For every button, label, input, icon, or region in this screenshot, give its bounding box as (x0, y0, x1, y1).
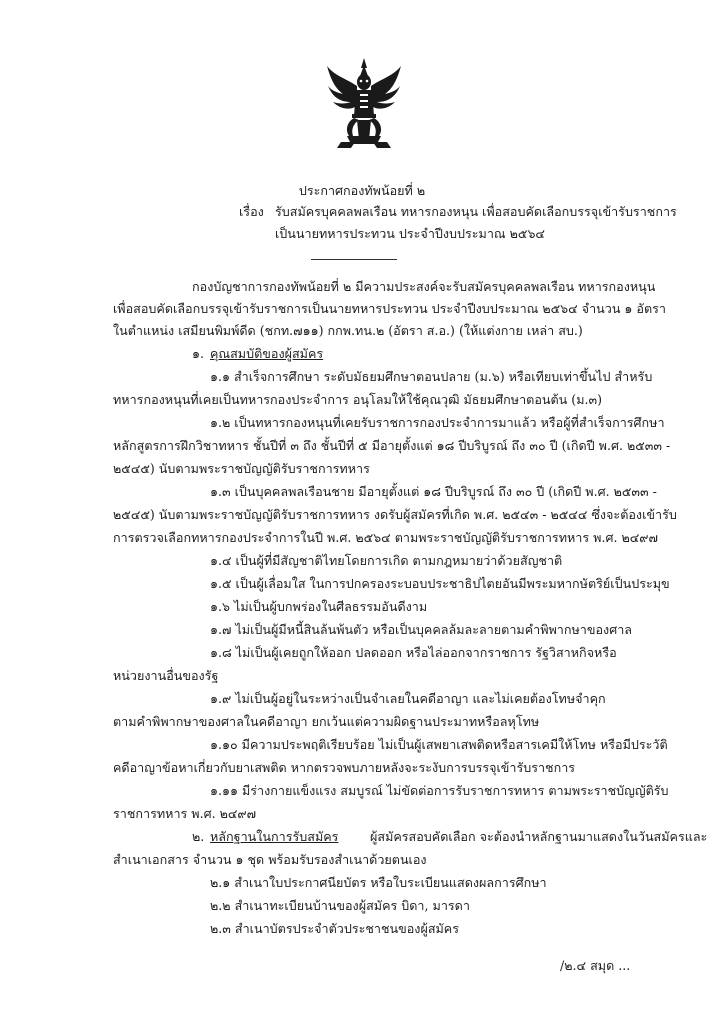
section-2-heading: หลักฐานในการรับสมัคร (210, 829, 339, 844)
section-1-number: ๑. (192, 346, 204, 361)
item-1-5: ๑.๕ เป็นผู้เลื่อมใส ในการปกครองระบอบประชาธิปไตยอันมีพระมหากษัตริย์เป็นประมุข (210, 576, 670, 591)
item-1-3-line-1: ๑.๓ เป็นบุคคลพลเรือนชาย มีอายุตั้งแต่ ๑๘ ปีบริบูรณ์ ถึง ๓๐ ปี (เกิดปี พ.ศ. ๒๕๓๓ - (210, 484, 657, 499)
section-1-heading: คุณสมบัติของผู้สมัคร (210, 346, 324, 361)
announcement-title: ประกาศกองทัพน้อยที่ ๒ (298, 183, 426, 198)
section-2-intro: ผู้สมัครสอบคัดเลือก จะต้องนำหลักฐานมาแสดงในวันสมัครและ (370, 829, 708, 844)
item-1-2-line-3: ๒๕๔๕) นับตามพระราชบัญญัติรับราชการทหาร (113, 461, 370, 476)
item-1-8-line-1: ๑.๘ ไม่เป็นผู้เคยถูกให้ออก ปลดออก หรือไล่ออกจากราชการ รัฐวิสาหกิจหรือ (210, 645, 617, 660)
header-divider (311, 259, 397, 260)
subject-line-2: เป็นนายทหารประทวน ประจำปีงบประมาณ ๒๕๖๔ (275, 226, 545, 241)
item-1-10-line-1: ๑.๑๐ มีความประพฤติเรียบร้อย ไม่เป็นผู้เสพยาเสพติดหรือสารเคมีให้โทษ หรือมีประวัติ (210, 737, 668, 752)
item-1-3-line-2: ๒๕๔๕) นับตามพระราชบัญญัติรับราชการทหาร งดรับผู้สมัครที่เกิด พ.ศ. ๒๕๔๓ - ๒๕๔๔ ซึ่งจะต้องเข้ารับ (113, 507, 677, 522)
item-1-11-line-1: ๑.๑๑ มีร่างกายแข็งแรง สมบูรณ์ ไม่ขัดต่อการรับราชการทหาร ตามพระราชบัญญัติรับ (210, 783, 669, 798)
continued-marker: /๒.๔ สมุด ... (560, 958, 631, 973)
item-1-11-line-2: ราชการทหาร พ.ศ. ๒๔๙๗ (113, 806, 257, 821)
item-1-8-line-2: หน่วยงานอื่นของรัฐ (113, 668, 219, 683)
item-1-9-line-2: ตามคำพิพากษาของศาลในคดีอาญา ยกเว้นแต่ความผิดฐานประมาทหรือลหุโทษ (113, 714, 540, 729)
item-2-1: ๒.๑ สำเนาใบประกาศนียบัตร หรือใบระเบียนแสดงผลการศึกษา (210, 875, 547, 890)
item-1-1-line-1: ๑.๑ สำเร็จการศึกษา ระดับมัธยมศึกษาตอนปลาย (ม.๖) หรือเทียบเท่าขึ้นไป สำหรับ (210, 369, 653, 384)
item-2-2: ๒.๒ สำเนาทะเบียนบ้านของผู้สมัคร บิดา, มารดา (210, 898, 470, 913)
item-1-6: ๑.๖ ไม่เป็นผู้บกพร่องในศีลธรรมอันดีงาม (210, 599, 428, 614)
item-1-2-line-2: หลักสูตรการฝึกวิชาทหาร ชั้นปีที่ ๓ ถึง ชั้นปีที่ ๕ มีอายุตั้งแต่ ๑๘ ปีบริบูรณ์ ถึง ๓๐ ปี (เกิดปี พ.ศ. ๒๕๓๓ - (113, 438, 671, 453)
section-2-number: ๒. (192, 829, 205, 844)
intro-line-3: ในตำแหน่ง เสมียนพิมพ์ดีด (ชกท.๗๑๑) กกพ.ทน.๒ (อัตรา ส.อ.) (ให้แต่งกาย เหล่า สบ.) (113, 323, 583, 338)
section-2-intro-line-2: สำเนาเอกสาร จำนวน ๑ ชุด พร้อมรับรองสำเนาด้วยตนเอง (113, 852, 427, 867)
item-1-7: ๑.๗ ไม่เป็นผู้มีหนี้สินล้นพ้นตัว หรือเป็นบุคคลล้มละลายตามคำพิพากษาของศาล (210, 622, 632, 637)
item-1-10-line-2: คดีอาญาข้อหาเกี่ยวกับยาเสพติด หากตรวจพบภายหลังจะระงับการบรรจุเข้ารับราชการ (113, 760, 576, 775)
subject-line-1: รับสมัครบุคคลพลเรือน ทหารกองหนุน เพื่อสอบคัดเลือกบรรจุเข้ารับราชการ (275, 204, 677, 219)
item-1-4: ๑.๔ เป็นผู้ที่มีสัญชาติไทยโดยการเกิด ตามกฎหมายว่าด้วยสัญชาติ (210, 553, 563, 568)
intro-line-1: กองบัญชาการกองทัพน้อยที่ ๒ มีความประสงค์จะรับสมัครบุคคลพลเรือน ทหารกองหนุน (192, 279, 656, 294)
item-2-3: ๒.๓ สำเนาบัตรประจำตัวประชาชนของผู้สมัคร (210, 921, 459, 936)
intro-line-2: เพื่อสอบคัดเลือกบรรจุเข้ารับราชการเป็นนายทหารประทวน ประจำปีงบประมาณ ๒๕๖๔ จำนวน ๑ อัตรา (113, 301, 667, 316)
item-1-2-line-1: ๑.๒ เป็นทหารกองหนุนที่เคยรับราชการกองประจำการมาแล้ว หรือผู้ที่สำเร็จการศึกษา (210, 415, 665, 430)
garuda-emblem-icon (325, 56, 403, 152)
item-1-1-line-2: ทหารกองหนุนที่เคยเป็นทหารกองประจำการ อนุโลมให้ใช้คุณวุฒิ มัธยมศึกษาตอนต้น (ม.๓) (113, 392, 603, 407)
subject-label: เรื่อง (239, 204, 264, 219)
item-1-3-line-3: การตรวจเลือกทหารกองประจำการในปี พ.ศ. ๒๕๖๔ ตามพระราชบัญญัติรับราชการทหาร พ.ศ. ๒๔๙๗ (113, 530, 658, 545)
item-1-9-line-1: ๑.๙ ไม่เป็นผู้อยู่ในระหว่างเป็นจำเลยในคดีอาญา และไม่เคยต้องโทษจำคุก (210, 691, 606, 706)
